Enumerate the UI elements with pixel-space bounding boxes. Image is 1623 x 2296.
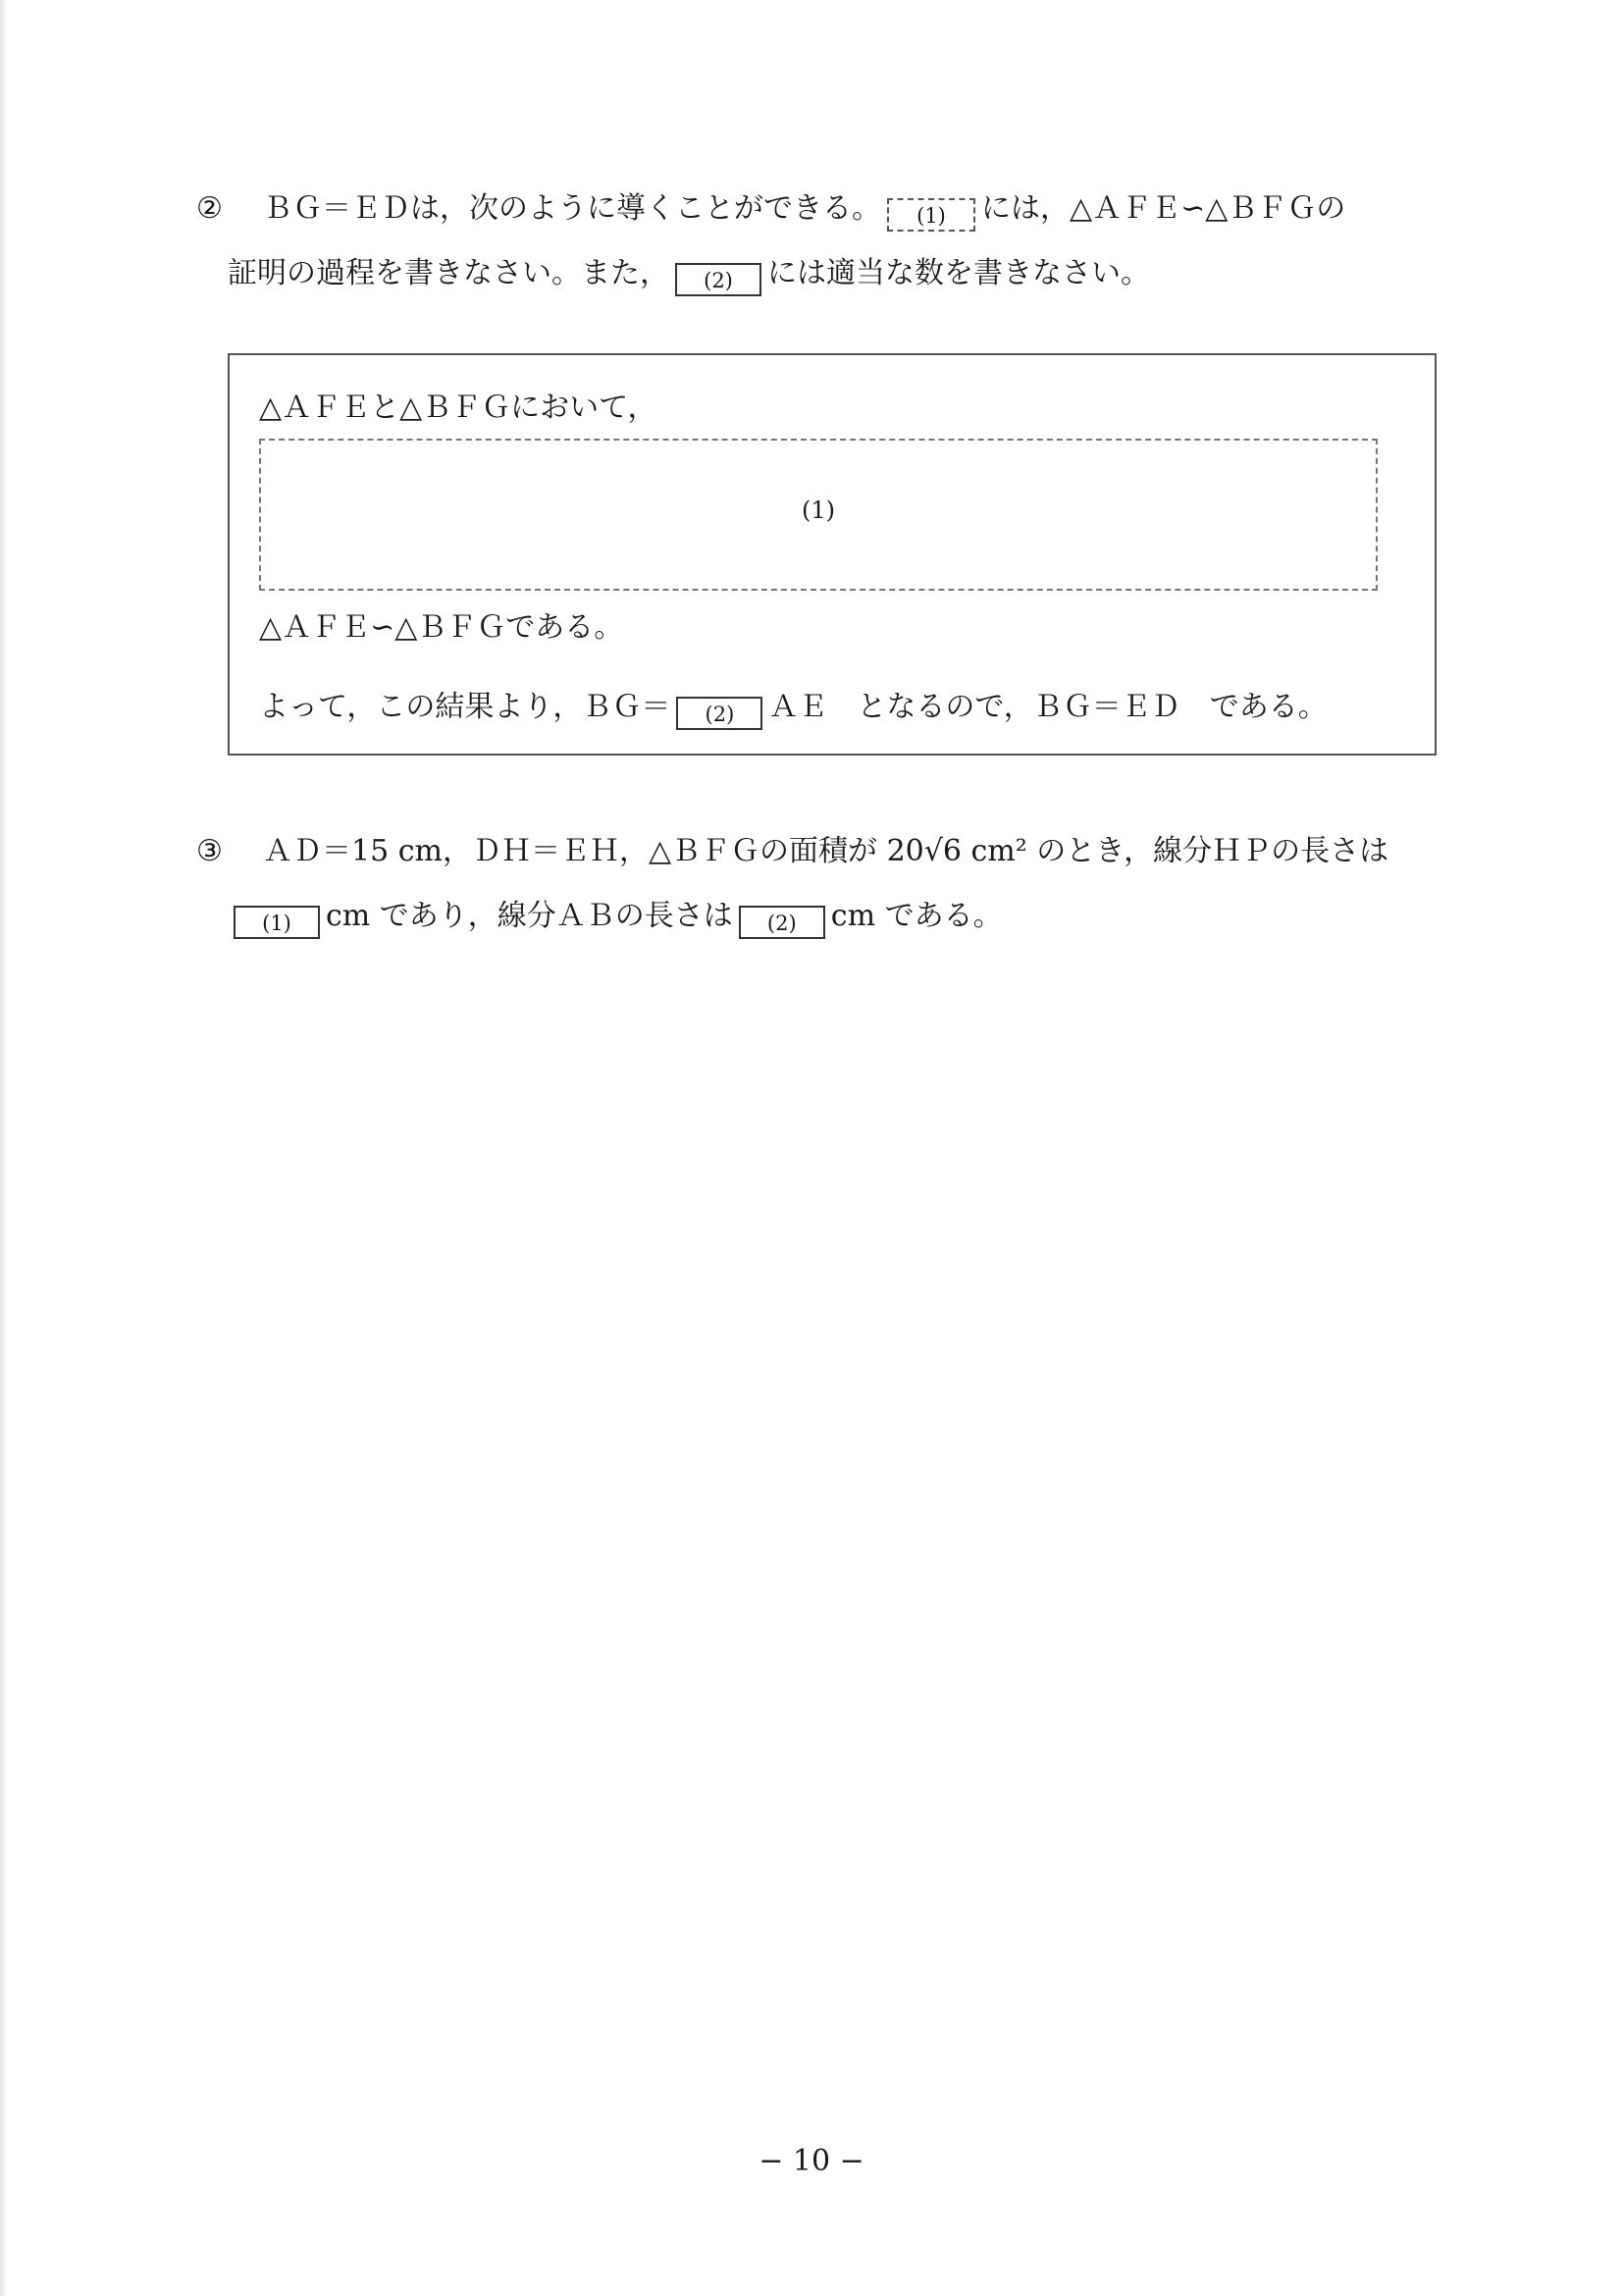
question-text: には，△ＡＦＥ∽△ＢＦＧの [981,191,1346,226]
question-text: ＡＤ＝15 cm，ＤＨ＝ＥＨ，△ＢＦＧの面積が 20√6 cm² のとき，線分ＨＰの長さは [263,834,1389,868]
answer-blank-2-ref: (2) [675,263,761,296]
question-text: cm である。 [830,899,1003,933]
proof-answer-label: (1) [802,496,835,524]
answer-blank-1-ref: (1) [887,198,975,232]
question-3 [196,819,1442,949]
question-text: 証明の過程を書きなさい。また， [228,256,669,290]
question-3-line-2 [196,884,1442,949]
proof-result-text: よって，この結果より，ＢＧ＝ [259,690,671,724]
proof-result [259,682,1328,730]
proof-intro: △ＡＦＥと△ＢＦＧにおいて， [259,391,657,425]
question-number: ③ [196,834,223,868]
answer-blank-2[interactable]: (2) [676,697,762,730]
question-number: ② [196,191,223,226]
answer-blank-2[interactable]: (2) [739,906,825,939]
proof-answer-area[interactable] [259,439,1378,591]
page-edge [0,0,8,2296]
question-text: cm であり，線分ＡＢの長さは [326,899,733,933]
proof-box [228,353,1437,756]
question-text: ＢＧ＝ＥＤは，次のように導くことができる。 [263,191,881,226]
answer-blank-1[interactable]: (1) [234,906,320,939]
page-number: − 10 − [759,2144,864,2178]
proof-conclusion: △ＡＦＥ∽△ＢＦＧである。 [259,610,624,645]
question-2-line-2 [196,241,1442,306]
question-2-line-1 [196,177,1442,241]
proof-result-text: ＡＥ となるので，ＢＧ＝ＥＤ である。 [768,690,1328,724]
question-2 [196,177,1442,306]
question-text: には適当な数を書きなさい。 [767,256,1150,290]
question-3-line-1 [196,819,1442,884]
